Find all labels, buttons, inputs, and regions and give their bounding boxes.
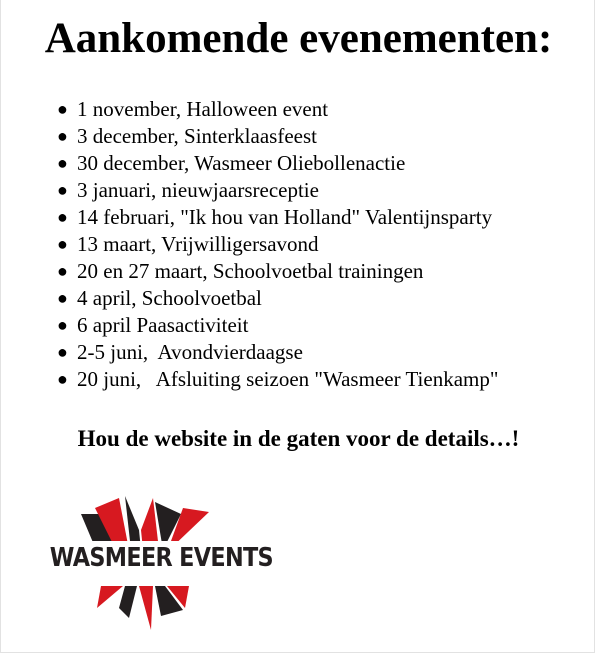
- bullet-icon: ●: [57, 315, 68, 335]
- bullet-icon: ●: [57, 369, 68, 389]
- event-list-item: [57, 366, 498, 393]
- event-list-item: [57, 285, 498, 312]
- bullet-icon: ●: [57, 342, 68, 362]
- event-text: 3 januari, nieuwjaarsreceptie: [77, 178, 319, 202]
- bullet-icon: ●: [57, 207, 68, 227]
- bullet-icon: ●: [57, 261, 68, 281]
- logo-wordmark: WASMEER EVENTS: [49, 543, 273, 573]
- event-list-item: [57, 204, 498, 231]
- bullet-icon: ●: [57, 126, 68, 146]
- details-notice: Hou de website in de gaten voor de details…!: [77, 426, 520, 451]
- bullet-icon: ●: [57, 99, 68, 119]
- bullet-icon: ●: [57, 153, 68, 173]
- event-text: 20 en 27 maart, Schoolvoetbal trainingen: [77, 259, 424, 283]
- event-text: 3 december, Sinterklaasfeest: [77, 124, 317, 148]
- event-text: 13 maart, Vrijwilligersavond: [77, 232, 319, 256]
- event-text: 4 april, Schoolvoetbal: [77, 286, 262, 310]
- event-text: 30 december, Wasmeer Oliebollenactie: [77, 151, 406, 175]
- event-list-item: [57, 258, 498, 285]
- bullet-icon: ●: [57, 234, 68, 254]
- event-text: 20 juni, Afsluiting seizoen "Wasmeer Tienkamp": [77, 367, 499, 391]
- event-list-item: [57, 123, 498, 150]
- logo-shard: [139, 586, 153, 630]
- bullet-icon: ●: [57, 180, 68, 200]
- wasmeer-events-logo: [33, 490, 273, 630]
- event-list-item: [57, 312, 498, 339]
- event-list-item: [57, 231, 498, 258]
- event-text: 14 februari, "Ik hou van Holland" Valentijnsparty: [77, 205, 493, 229]
- event-text: 2-5 juni, Avondvierdaagse: [77, 340, 303, 364]
- event-text: 6 april Paasactiviteit: [77, 313, 249, 337]
- event-list-item: [57, 96, 498, 123]
- event-list-item: [57, 177, 498, 204]
- page-title: Aankomende evenementen:: [44, 15, 553, 62]
- logo-shard: [119, 586, 137, 618]
- event-text: 1 november, Halloween event: [77, 97, 329, 121]
- logo-shard: [97, 586, 123, 608]
- event-list-item: [57, 150, 498, 177]
- event-list: [57, 96, 498, 393]
- event-list-item: [57, 339, 498, 366]
- bullet-icon: ●: [57, 288, 68, 308]
